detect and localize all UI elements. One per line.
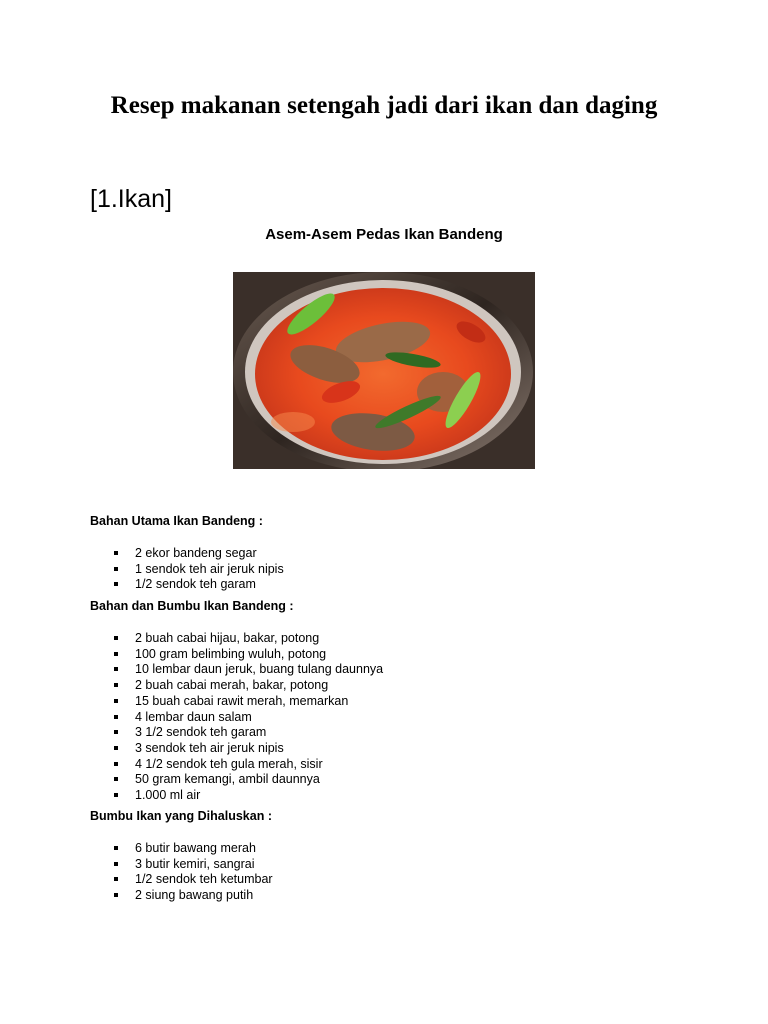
list-item: 1.000 ml air (113, 788, 383, 804)
list-item: 10 lembar daun jeruk, buang tulang daunnya (113, 662, 383, 678)
list-item: 2 buah cabai hijau, bakar, potong (113, 631, 383, 647)
list-item: 50 gram kemangi, ambil daunnya (113, 772, 383, 788)
recipe-title: Asem-Asem Pedas Ikan Bandeng (265, 226, 503, 243)
page-title: Resep makanan setengah jadi dari ikan dan daging (110, 92, 658, 119)
list-heading-bumbu-dihaluskan: Bumbu Ikan yang Dihaluskan : (90, 809, 272, 823)
list-item: 3 butir kemiri, sangrai (113, 857, 273, 873)
list-item: 1/2 sendok teh garam (113, 577, 284, 593)
list-heading-bahan-utama: Bahan Utama Ikan Bandeng : (90, 514, 263, 528)
ingredient-list-bumbu-dihaluskan (113, 841, 273, 904)
list-heading-bahan-bumbu: Bahan dan Bumbu Ikan Bandeng : (90, 599, 294, 613)
list-item: 2 siung bawang putih (113, 888, 273, 904)
list-item: 1 sendok teh air jeruk nipis (113, 562, 284, 578)
ingredient-list-bahan-utama (113, 546, 284, 593)
section-heading-ikan: [1.Ikan] (90, 185, 172, 213)
list-item: 4 lembar daun salam (113, 710, 383, 726)
list-item: 100 gram belimbing wuluh, potong (113, 647, 383, 663)
list-item: 3 sendok teh air jeruk nipis (113, 741, 383, 757)
list-item: 2 buah cabai merah, bakar, potong (113, 678, 383, 694)
list-item: 2 ekor bandeng segar (113, 546, 284, 562)
list-item: 6 butir bawang merah (113, 841, 273, 857)
list-item: 1/2 sendok teh ketumbar (113, 872, 273, 888)
list-item: 4 1/2 sendok teh gula merah, sisir (113, 757, 383, 773)
list-item: 15 buah cabai rawit merah, memarkan (113, 694, 383, 710)
list-item: 3 1/2 sendok teh garam (113, 725, 383, 741)
fish-curry-bowl-photo (233, 272, 535, 469)
ingredient-list-bahan-bumbu (113, 631, 383, 804)
broth-highlight (271, 412, 315, 432)
